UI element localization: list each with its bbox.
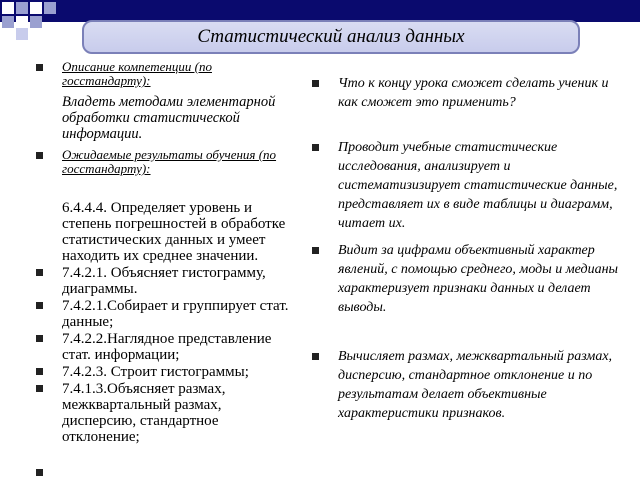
bullet-icon (36, 302, 43, 309)
bullet-icon (312, 353, 319, 360)
result-text: 7.4.2.1.Собирает и группирует стат. данные; (62, 298, 289, 330)
right-item-text: Что к концу урока сможет сделать ученик и как сможет это применить? (338, 76, 609, 110)
bullet-icon (312, 247, 319, 254)
right-column (312, 58, 630, 423)
bullet-icon (36, 269, 43, 276)
bullet-icon (312, 80, 319, 87)
results-heading-item (36, 148, 298, 176)
result-text: 7.4.2.2.Наглядное представление стат. информации; (62, 331, 272, 363)
right-item (312, 74, 630, 112)
bullet-icon (36, 368, 43, 375)
bullet-icon (36, 335, 43, 342)
result-item (36, 265, 298, 297)
bullet-icon (36, 152, 43, 159)
result-text: 7.4.2.3. Строит гистограммы; (62, 364, 249, 380)
right-item-text: Вычисляет размах, межквартальный размах, дисперсию, стандартное отклонение и по результатам делает объективные характеристики признаков. (338, 349, 613, 421)
top-bar (0, 0, 640, 22)
result-text: 7.4.2.1. Объясняет гистограмму, диаграммы. (62, 265, 266, 297)
competence-heading-item (36, 60, 298, 88)
competence-heading: Описание компетенции (по госстандарту): (62, 59, 212, 88)
bullet-icon (36, 64, 43, 71)
right-item (312, 347, 630, 423)
slide-title: Статистический анализ данных (197, 26, 465, 47)
empty-bullet-item (36, 467, 298, 479)
bullet-icon (36, 385, 43, 392)
result-item (36, 298, 298, 330)
decorative-squares (0, 0, 70, 40)
result-text: 6.4.4.4. Определяет уровень и степень погрешностей в обработке статистических данных и умеет находить их среднее значении. (62, 200, 286, 264)
competence-text: Владеть методами элементарной обработки статистической информации. (62, 94, 276, 142)
bullet-icon (312, 144, 319, 151)
slide-title-box (82, 20, 580, 54)
left-column (36, 58, 298, 479)
result-item (36, 200, 298, 264)
results-heading: Ожидаемые результаты обучения (по госстандарту): (62, 147, 277, 176)
bullet-icon (36, 469, 43, 476)
right-item-text: Проводит учебные статистические исследования, анализирует и систематизизирует статистические данные, представляет их в виде таблицы и диаграмм, читает их. (338, 140, 618, 231)
right-item (312, 241, 630, 317)
result-text: 7.4.1.3.Объясняет размах, межквартальный размах, дисперсию, стандартное отклонение; (62, 381, 226, 445)
result-item (36, 364, 298, 380)
result-item (36, 331, 298, 363)
result-item (36, 381, 298, 445)
right-item (312, 138, 630, 233)
right-item-text: Видит за цифрами объективный характер явлений, с помощью среднего, моды и медианы характеризует признаки данных и делает выводы. (338, 243, 619, 315)
